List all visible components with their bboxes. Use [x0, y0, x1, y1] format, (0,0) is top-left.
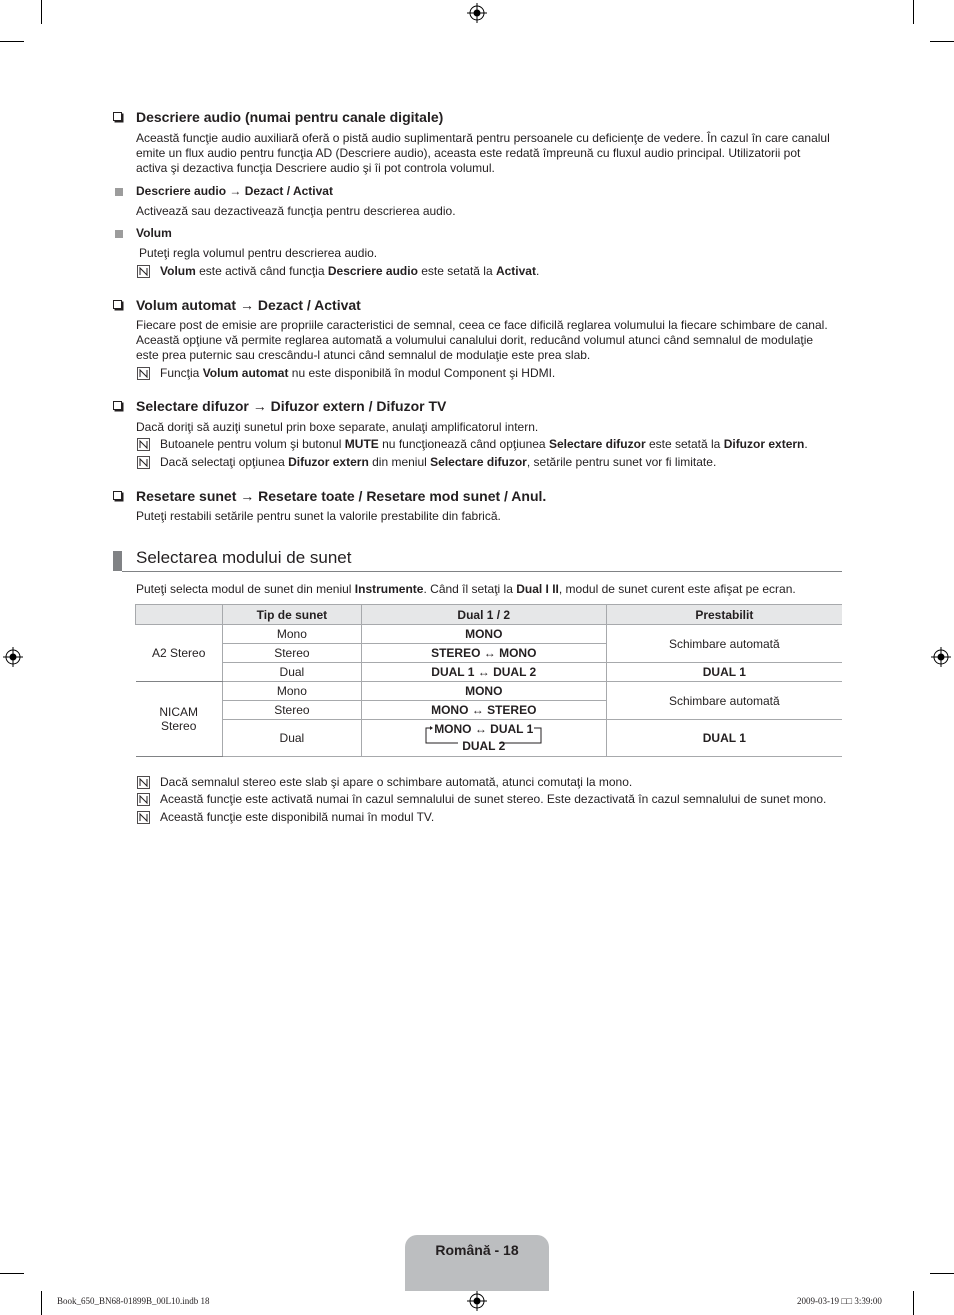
note-icon	[137, 456, 150, 469]
table-cell: DUAL 1	[606, 720, 842, 757]
sub-body-volume: Puteţi regla volumul pentru descrierea audio.	[139, 246, 378, 260]
table-cell: Mono	[222, 625, 361, 644]
section-marker-bar	[113, 551, 122, 571]
section-heading-audio-description: Descriere audio (numai pentru canale digitale)	[113, 109, 443, 125]
sub-heading-audio-description: Descriere audio → Dezact / Activat	[136, 184, 333, 198]
sub-heading-volume: Volum	[136, 226, 172, 240]
section-body-sound-reset: Puteţi restabili setările pentru sunet la valorile prestabilite din fabrică.	[136, 509, 501, 523]
table-cell: MONO	[361, 682, 606, 701]
table-cell: Stereo	[222, 644, 361, 663]
table-cell-nicam: NICAM Stereo	[136, 682, 223, 757]
print-slug-left: Book_650_BN68-01899B_00L10.indb 18	[57, 1296, 210, 1306]
section-heading-auto-volume: Volum automat → Dezact / Activat	[113, 297, 361, 313]
note-icon	[137, 811, 150, 824]
table-cell: Mono	[222, 682, 361, 701]
page-title: Selectarea modului de sunet	[136, 548, 352, 567]
table-cell-dual-loop: MONO ↔ DUAL 1 DUAL 2	[361, 720, 606, 757]
section-body-audio-description: Această funcţie audio auxiliară oferă o pistă audio suplimentară pentru persoanele cu deficienţe de vedere. În cazul în care canalul emite un flux audio pentru funcţia AD (Descriere audio), aceasta este redată împreună cu fluxul audio principal. Utilizatorii pot activa şi dezactiva funcţia Descriere audio şi îi pot controla volumul.	[136, 131, 830, 175]
table-cell: DUAL 1	[606, 663, 842, 682]
note-icon	[137, 367, 150, 380]
note-stereo-weak: Dacă semnalul stereo este slab şi apare o schimbare automată, atunci comutaţi la mono.	[160, 775, 633, 789]
registration-mark-top	[467, 3, 487, 23]
note-tv-mode: Această funcţie este disponibilă numai în modul TV.	[160, 810, 435, 824]
table-header-empty	[136, 605, 223, 625]
page-number: Română - 18	[435, 1242, 519, 1258]
table-cell: STEREO ↔ MONO	[361, 644, 606, 663]
table-cell: Dual	[222, 663, 361, 682]
bullet-square	[115, 230, 123, 238]
registration-mark-right	[931, 647, 951, 667]
note-icon	[137, 265, 150, 278]
note-auto-volume: Funcţia Volum automat nu este disponibilă în modul Component şi HDMI.	[160, 366, 556, 380]
bullet-square	[115, 188, 123, 196]
loop-arrow	[422, 724, 547, 748]
print-slug-right: 2009-03-19 □□ 3:39:00	[797, 1296, 882, 1306]
table-cell: MONO	[361, 625, 606, 644]
note-volume-active: Volum este activă când funcţia Descriere audio este setată la Activat.	[160, 264, 540, 278]
note-speaker-external: Dacă selectaţi opţiunea Difuzor extern din meniul Selectare difuzor, setările pentru sunet vor fi limitate.	[160, 455, 717, 469]
table-cell: Schimbare automată	[606, 682, 842, 720]
table-cell-a2: A2 Stereo	[136, 625, 223, 682]
note-stereo-only: Această funcţie este activată numai în cazul semnalului de sunet stereo. Este dezactivată în cazul semnalului de sunet mono.	[160, 792, 827, 806]
note-speaker-mute: Butoanele pentru volum şi butonul MUTE nu funcţionează când opţiunea Selectare difuzor este setată la Difuzor extern.	[160, 437, 808, 451]
sound-mode-table	[135, 604, 842, 757]
registration-mark-bottom	[467, 1291, 487, 1311]
table-cell: Stereo	[222, 701, 361, 720]
note-icon	[137, 793, 150, 806]
table-cell: MONO ↔ STEREO	[361, 701, 606, 720]
table-header-default: Prestabilit	[606, 605, 842, 625]
table-cell: Schimbare automată	[606, 625, 842, 663]
main-intro: Puteţi selecta modul de sunet din meniul Instrumente. Când îl setaţi la Dual I II, modul de sunet curent este afişat pe ecran.	[136, 582, 796, 596]
section-body-speaker-select: Dacă doriţi să auziţi sunetul prin boxe separate, anulaţi amplificatorul intern.	[136, 420, 539, 434]
registration-mark-left	[3, 647, 23, 667]
section-body-auto-volume: Fiecare post de emisie are propriile caracteristici de semnal, ceea ce face dificilă reglarea volumului la fiecare schimbare de canal. Această opţiune vă permite reglarea automată a volumului canalului dorit, reducând volumul atunci când semnalul de modulaţie este prea puternic sau crescându-l atunci când semnalul de modulaţie este prea slab.	[136, 318, 828, 362]
section-heading-speaker-select: Selectare difuzor → Difuzor extern / Difuzor TV	[113, 398, 446, 414]
table-cell: Dual	[222, 720, 361, 757]
table-cell: DUAL 1 ↔ DUAL 2	[361, 663, 606, 682]
sub-body-audio-description: Activează sau dezactivează funcţia pentru descrierea audio.	[136, 204, 456, 218]
table-header-dual: Dual 1 / 2	[361, 605, 606, 625]
section-heading-sound-reset: Resetare sunet → Resetare toate / Resetare mod sunet / Anul.	[113, 488, 546, 504]
section-rule	[122, 571, 842, 572]
table-header-type: Tip de sunet	[222, 605, 361, 625]
note-icon	[137, 438, 150, 451]
note-icon	[137, 776, 150, 789]
